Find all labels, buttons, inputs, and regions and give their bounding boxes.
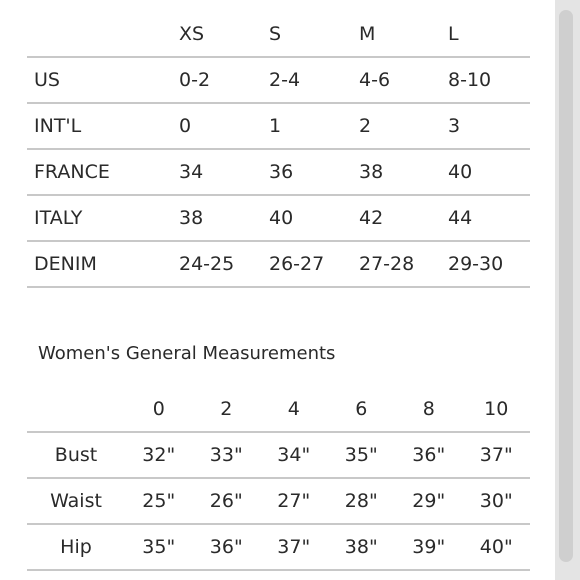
table-cell: 38" (344, 536, 378, 558)
table-cell: 40 (269, 207, 294, 229)
vertical-scrollbar[interactable] (555, 0, 580, 580)
table-cell: 27-28 (359, 253, 415, 275)
table-cell: 38 (359, 161, 384, 183)
row-label: US (34, 69, 60, 91)
table-cell: 26-27 (269, 253, 325, 275)
table-cell: 35" (142, 536, 176, 558)
measurements-header-cell (27, 387, 125, 432)
table-row (27, 103, 530, 149)
measurements-header-row (27, 387, 530, 432)
size-header-row (27, 12, 530, 57)
table-cell: 26" (209, 490, 243, 512)
table-cell: 28" (344, 490, 378, 512)
measurements-header-cell: 8 (422, 398, 435, 420)
size-conversion-table (27, 12, 530, 288)
size-header-cell: M (359, 23, 376, 45)
table-cell: 35" (344, 444, 378, 466)
table-cell: 40 (448, 161, 473, 183)
table-cell: 34 (179, 161, 204, 183)
row-label: Hip (60, 536, 92, 558)
measurements-header-cell: 10 (484, 398, 509, 420)
table-cell: 25" (142, 490, 176, 512)
table-cell: 30" (479, 490, 513, 512)
table-cell: 44 (448, 207, 473, 229)
table-cell: 2 (359, 115, 372, 137)
table-cell: 0-2 (179, 69, 211, 91)
measurements-header-cell: 4 (287, 398, 300, 420)
row-label: Waist (50, 490, 102, 512)
table-cell: 3 (448, 115, 461, 137)
table-cell: 4-6 (359, 69, 391, 91)
size-header-cell: XS (179, 23, 205, 45)
scrollbar-thumb[interactable] (559, 10, 573, 562)
table-cell: 33" (209, 444, 243, 466)
table-row (27, 195, 530, 241)
size-header-cell: S (269, 23, 282, 45)
table-row (27, 432, 530, 478)
measurements-header-cell: 0 (152, 398, 165, 420)
section-title: Women's General Measurements (38, 343, 336, 364)
table-cell: 42 (359, 207, 384, 229)
row-label: Bust (54, 444, 98, 466)
table-cell: 39" (412, 536, 446, 558)
table-row (27, 57, 530, 103)
table-cell: 36" (412, 444, 446, 466)
table-cell: 32" (142, 444, 176, 466)
table-cell: 36 (269, 161, 294, 183)
row-label: DENIM (34, 253, 97, 275)
row-label: INT'L (34, 115, 82, 137)
row-label: ITALY (34, 207, 83, 229)
measurements-header-cell: 2 (220, 398, 233, 420)
table-cell: 37" (479, 444, 513, 466)
table-cell: 1 (269, 115, 282, 137)
table-row (27, 478, 530, 524)
measurements-table (27, 387, 530, 571)
table-cell: 2-4 (269, 69, 301, 91)
table-cell: 38 (179, 207, 204, 229)
table-cell: 37" (277, 536, 311, 558)
table-cell: 29-30 (448, 253, 504, 275)
table-cell: 36" (209, 536, 243, 558)
row-label: FRANCE (34, 161, 110, 183)
table-cell: 8-10 (448, 69, 492, 91)
table-cell: 34" (277, 444, 311, 466)
table-row (27, 524, 530, 570)
size-header-cell: L (448, 23, 459, 45)
size-header-cell (27, 12, 172, 57)
table-cell: 40" (479, 536, 513, 558)
table-cell: 27" (277, 490, 311, 512)
table-cell: 24-25 (179, 253, 235, 275)
measurements-header-cell: 6 (355, 398, 368, 420)
table-cell: 0 (179, 115, 192, 137)
table-cell: 29" (412, 490, 446, 512)
table-row (27, 241, 530, 287)
table-row (27, 149, 530, 195)
